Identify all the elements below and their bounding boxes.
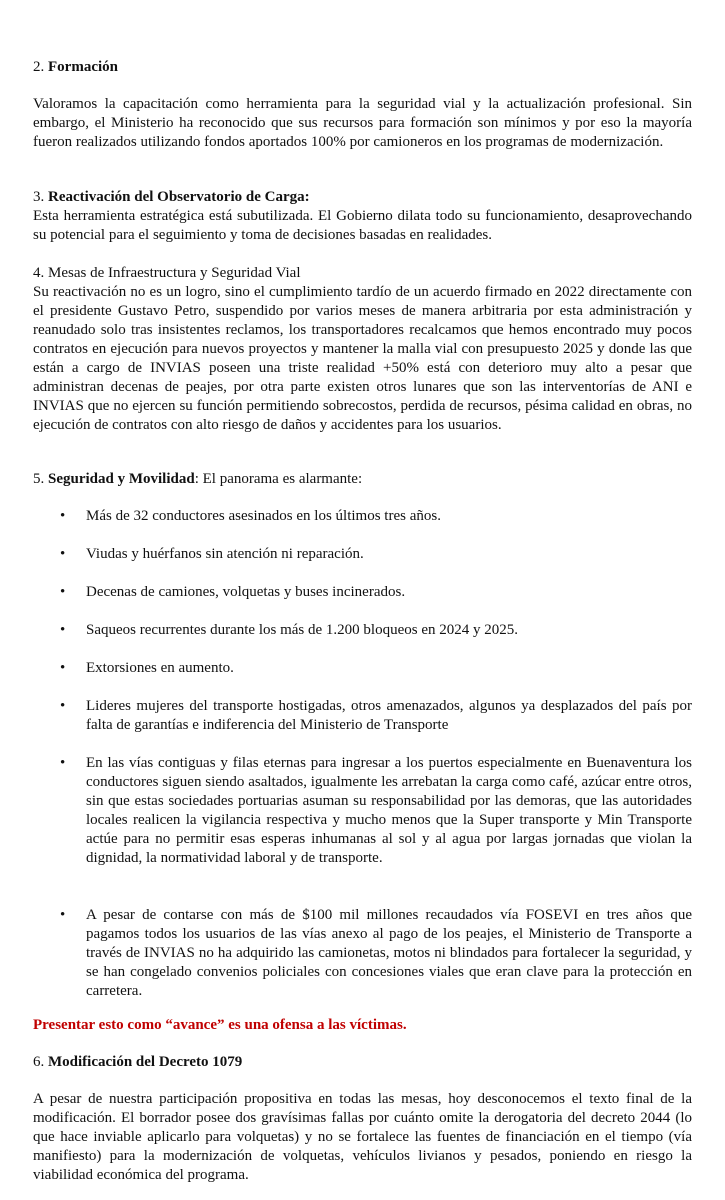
bullet-item: • Decenas de camiones, volquetas y buses incinerados. (60, 584, 406, 600)
bullet-item: • Más de 32 conductores asesinados en los últimos tres años. (60, 508, 441, 524)
bullet-icon: • (60, 622, 66, 638)
section-2-heading: 2. Formación (33, 59, 118, 75)
warning-statement: Presentar esto como “avance” es una ofensa a las víctimas. (33, 1017, 407, 1033)
bullet-item: • Saqueos recurrentes durante los más de 1.200 bloqueos en 2024 y 2025. (60, 622, 518, 638)
bullet-icon: • (60, 584, 66, 600)
bullet-icon: • (60, 546, 66, 562)
bullet-item: • En las vías contiguas y filas eternas para ingresar a los puertos especialmente en Buenaventura los conductores siguen siendo asaltados, igualmente les arrebatan la carga como café, azúcar entre otros, sin que estas sociedades portuarias asuman su responsabilidad por las demoras, que las autoridades locales realicen la vigilancia respectiva y mucho menos que la Super transporte y Min Transporte actúe para no permitir esas esperas inhumanas al sol y al agua por largas jornadas que violan la dignidad, la normatividad laboral y de transporte. (60, 755, 692, 866)
bullet-icon: • (60, 907, 66, 923)
section-4-body: Su reactivación no es un logro, sino el cumplimiento tardío de un acuerdo firmado en 2022 directamente con el presidente Gustavo Petro, suspendido por varios meses de manera arbitraria por esta administración y reanudado solo tras insistentes reclamos, los transportadores recalcamos que hemos encontrado muy pocos contratos en ejecución para nuevos proyectos y mantener la malla vial con presupuesto 2025 y donde las que están a cargo de INVIAS poseen una triste realidad +50% está con deterioro muy alto a pesar que administran decenas de peajes, por otra parte existen otros lunares que son las interventorías de ANI e INVIAS que no ejercen su función permitiendo sobrecostos, perdida de recursos, pésima calidad en obras, no ejecución de contratos con alto riesgo de daños y accidentes para los usuarios. (33, 284, 692, 433)
bullet-item: • A pesar de contarse con más de $100 mil millones recaudados vía FOSEVI en tres años que pagamos todos los usuarios de las vías anexo al pago de los peajes, el Ministerio de Transporte a través de INVIAS no ha adquirido las camionetas, motos ni blindados para fortalecer la seguridad, y se han congelado convenios policiales con concesiones viales que eran clave para la protección en carretera. (60, 907, 692, 999)
section-3-heading: 3. Reactivación del Observatorio de Carga: (33, 189, 310, 205)
bullet-item: • Extorsiones en aumento. (60, 660, 234, 676)
bullet-icon: • (60, 698, 66, 714)
bullet-icon: • (60, 508, 66, 524)
bullet-icon: • (60, 755, 66, 771)
bullet-icon: • (60, 660, 66, 676)
section-5-heading: 5. Seguridad y Movilidad: El panorama es alarmante: (33, 471, 363, 487)
bullet-item: • Lideres mujeres del transporte hostigadas, otros amenazados, algunos ya desplazados del país por falta de garantías e indiferencia del Ministerio de Transporte (60, 698, 692, 733)
section-6-body: A pesar de nuestra participación propositiva en todas las mesas, hoy desconocemos el texto final de la modificación. El borrador posee dos gravísimas fallas por cuánto omite la derogatoria del decreto 2044 (lo que hace inviable aplicarlo para volquetas) y no se fortalece las fuentes de financiación en el tiempo (vía manifiesto) para la modernización de volquetas, vehículos livianos y pesados, poniendo en riesgo la viabilidad económica del programa. (33, 1091, 692, 1183)
section-3-body: Esta herramienta estratégica está subutilizada. El Gobierno dilata todo su funcionamiento, desaprovechando su potencial para el seguimiento y toma de decisiones basadas en realidades. (33, 208, 692, 243)
section-4-heading: 4. Mesas de Infraestructura y Seguridad Vial (33, 265, 301, 281)
bullet-item: • Viudas y huérfanos sin atención ni reparación. (60, 546, 364, 562)
section-2-body: Valoramos la capacitación como herramienta para la seguridad vial y la actualización profesional. Sin embargo, el Ministerio ha reconocido que sus recursos para formación son mínimos y por eso la mayoría fueron realizados utilizando fondos aportados 100% por camioneros en los programas de modernización. (33, 96, 692, 150)
section-6-heading: 6. Modificación del Decreto 1079 (33, 1054, 243, 1070)
